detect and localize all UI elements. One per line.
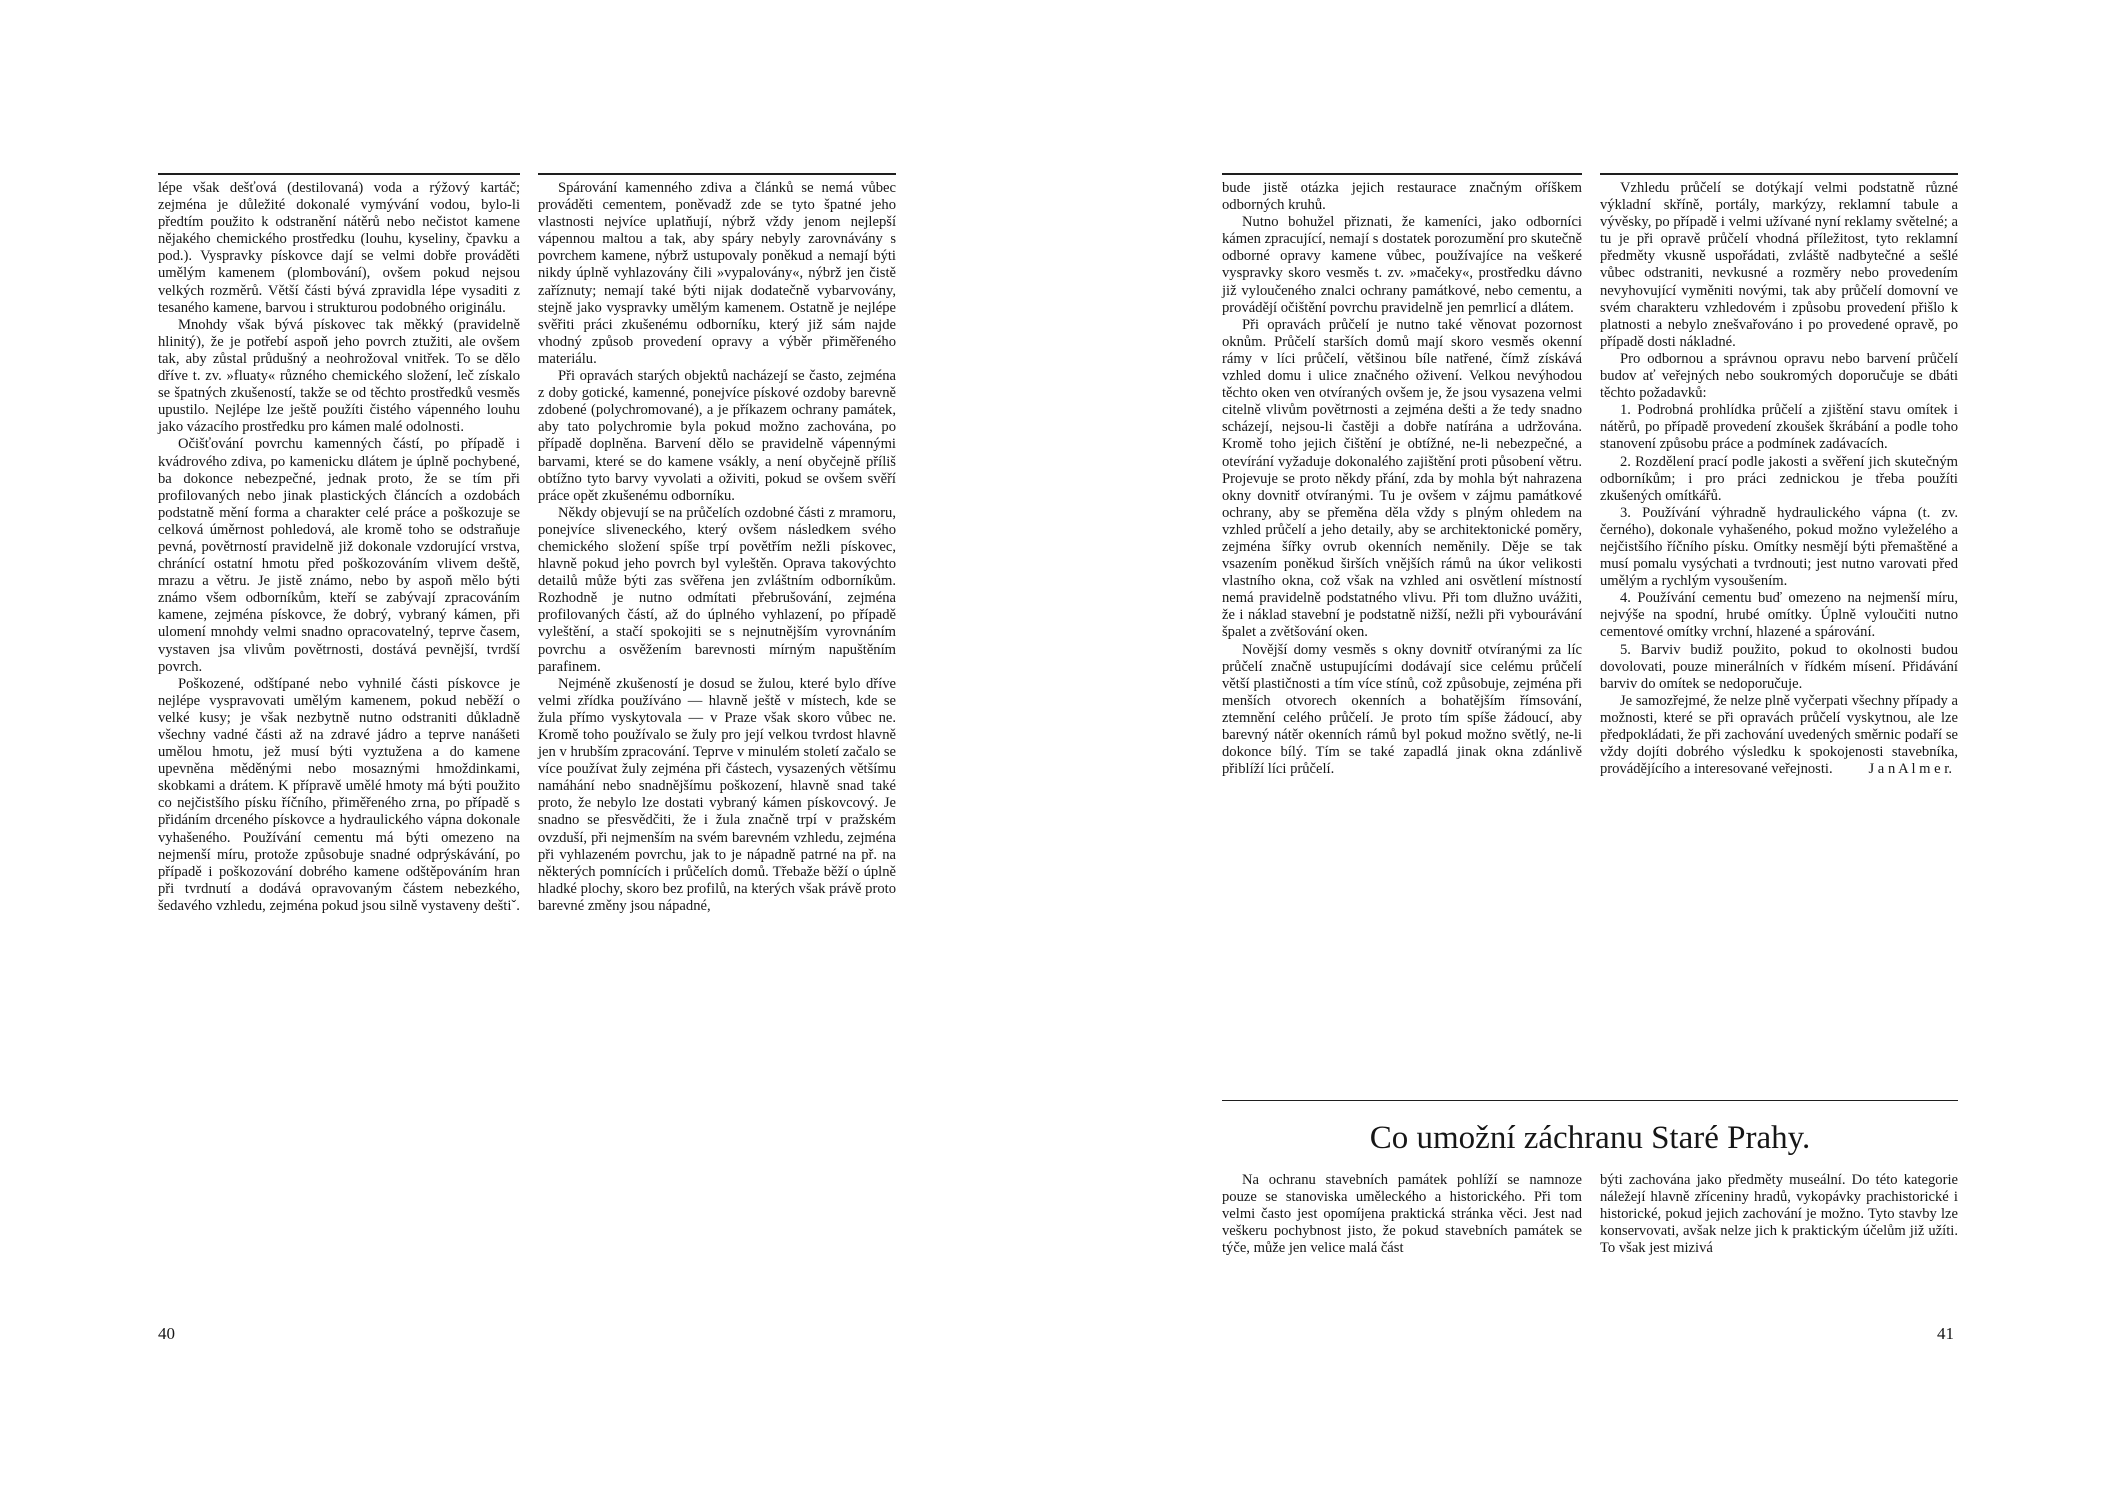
paragraph	[1600, 351, 1958, 402]
article-column-1	[1222, 1172, 1582, 1257]
paragraph-text: Při opravách starých objektů nacházejí se často, zejména z doby gotické, kamenné, ponejvíce pískové ozdoby barevně zdobené (polychromované), a je příkazem ochrany památek, aby tato polychromie byla pokud možno zachována, po případě doplněna. Barvení dělo se pravidelně vápennými barvami, které se do kamene vsákly, a není obyčejně příliš obtížno tyto barvy vyvolati a oživiti, pokud se ovšem svěří práce opět zkušenému odborníku.	[538, 368, 896, 504]
paragraph-text: 3. Používání výhradně hydraulického vápna (t. zv. černého), dokonale vyhašeného, pokud možno vyleželého a nejčistšího říčního písku. Omítky nesmějí býti přemaštěné a musí pomalu vysýchati a tvrdnouti; jest nutno varovati před umělým a rychlým vysoušením.	[1600, 504, 1958, 590]
top-rule-left-col2	[538, 173, 896, 175]
paragraph-text: Pro odbornou a správnou opravu nebo barvení průčelí budov ať veřejných nebo soukromých doporučuje se dbáti těchto požadavků:	[1600, 350, 1958, 402]
paragraph-text: Nejméně zkušeností je dosud se žulou, které bylo dříve velmi zřídka používáno — hlavně ještě v místech, kde se žula přímo vyskytovala — v Praze však skoro vůbec ne. Kromě toho používalo se žuly pro její velkou tvrdost hlavně jen v hrubším zpracování. Teprve v minulém století začalo se více používat žuly zejména při částech, vysazených většímu namáhání nebo snadnějšímu poškození, hlavně snad také proto, že nebylo lze dostati vybraný kámen pískovcový. Je snadno se přesvědčiti, že i žula značně trpí v pražském ovzduší, při nejmenším na svém barevném vzhledu, zejména při vyhlazeném povrchu, jak to je nápadně patrné na př. na některých pomnících i průčelích domů. Třebaže běží o úplně hladké plochy, skoro bez profilů, na kterých však právě proto barevné změny jsou nápadné,	[538, 675, 896, 914]
paragraph	[158, 676, 520, 915]
paragraph	[538, 180, 896, 368]
top-rule-left-col1	[158, 173, 520, 175]
paragraph	[158, 436, 520, 675]
paragraph-text: 5. Barviv budiž použito, pokud to okolnosti budou dovolovati, pouze minerálních v řídkém mísení. Přidávání barviv do omítek se nedoporučuje.	[1600, 641, 1958, 692]
page-number-left: 40	[158, 1324, 175, 1343]
paragraph-text: bude jistě otázka jejich restaurace značným oříškem odborných kruhů.	[1222, 180, 1582, 214]
paragraph	[158, 317, 520, 437]
paragraph-text: Nutno bohužel přiznati, že kameníci, jako odborníci kámen zpracující, nemají s dostatek porozumění pro skutečně odborné opravy kamene vůbec, používajíce na veškeré vyspravky skoro vesměs t. zv. »mačeky«, prostředku dávno již vyloučeného znalci ochrany památkové, nebo cementu, a provádějí očištění povrchu pravidelně jen pemrlicí a dlátem.	[1222, 214, 1582, 316]
paragraph	[158, 180, 520, 317]
left-page-column-1	[158, 180, 520, 915]
paragraph-text: lépe však dešťová (destilovaná) voda a rýžový kartáč; zejména je důležité dokonalé vymývání vodou, bylo-li předtím použito k odstranění nátěrů nebo nečistot kamene nějakého chemického prostředku (louhu, kyseliny, čpavku a pod.). Vyspravky pískovce dají se velmi dobře prováděti umělým kamenem (plombování), ovšem pokud nejsou velkých rozměrů. Větší části bývá zpravidla lépe vysaditi z tesaného kamene, barvou i strukturou podobného originálu.	[158, 180, 520, 316]
paragraph-text: 2. Rozdělení prací podle jakosti a svěření jich skutečným odborníkům; i pro práci zednickou je třeba použíti zkušených omítkářů.	[1600, 453, 1958, 504]
paragraph	[1600, 180, 1958, 351]
paragraph	[1600, 693, 1958, 778]
paragraph-text: Novější domy vesměs s okny dovnitř otvíranými za líc průčelí značně ustupujícími dodávají sice celému průčelí větší plastičnosti a tím více stínů, což způsobuje, zejména při menších otvorech okenních a bohatějším římsování, ztemnění celého průčelí. Je proto tím spíše žádoucí, aby barevný nátěr okenních rámů byl pokud možno světlý, ne-li dokonce bílý. Tím se také zapadlá jinak okna zdánlivě přiblíží líci průčelí.	[1222, 641, 1582, 778]
paragraph	[1222, 214, 1582, 317]
right-page-column-1	[1222, 180, 1582, 778]
paragraph-text: Při opravách průčelí je nutno také věnovat pozornost oknům. Průčelí starších domů mají skoro vesměs okenní rámy v líci průčelí, většinou bíle natřené, čímž získává vzhled domu i ulice značného oživení. Velkou nevýhodou těchto oken ven otvíraných ovšem je, že jsou vysazena velmi citelně vlivům povětrnosti a zejména dešti a že tedy snadno scházejí, nejsou-li častěji a dobře natírána a udržována. Kromě toho jejich čištění je obtížné, ne-li nebezpečné, a otevírání vyžaduje dokonalého zajištění proti působení větru. Projevuje se proto někdy přání, zda by mohla být nahrazena okny dovnitř otvíranými. Tu je ovšem v zájmu památkové ochrany, aby se přeměna děla vždy s plným ohledem na vzhled průčelí a jeho detaily, aby se architektonické poměry, zejména šířky ovrub okenních neměnily. Děje se tak vsazením poněkud širších vnějších rámů na úkor velikosti vlastního okna, což však na vzhled ani osvětlení místností nemá pravidelně podstatného vlivu. Při tom dlužno uvážiti, že i náklad stavební je podstatně nižší, nežli při vybourávání špalet a zvětšování oken.	[1222, 316, 1582, 641]
section-rule	[1222, 1100, 1958, 1101]
list-item	[1600, 454, 1958, 505]
list-item	[1600, 402, 1958, 453]
article-column-2	[1600, 1172, 1958, 1257]
paragraph-text: 1. Podrobná prohlídka průčelí a zjištění stavu omítek i nátěrů, po případě provedení zkoušek škrábání a podle toho stanovení způsobu práce a podmínek zadávacích.	[1600, 402, 1958, 453]
right-page	[1057, 0, 2114, 1500]
right-page-column-2	[1600, 180, 1958, 778]
list-item	[1600, 642, 1958, 693]
article-paragraph: Na ochranu stavebních památek pohlíží se namnoze pouze se stanoviska uměleckého a historického. Při tom velmi často jest opomíjena praktická stránka věci. Jest nad veškeru pochybnost jisto, že pokud stavebních památek se týče, může jen velice malá část	[1222, 1172, 1582, 1257]
paragraph-text: Někdy objevují se na průčelích ozdobné části z mramoru, ponejvíce sliveneckého, který ovšem následkem svého chemického složení spíše trpí povětřím nežli pískovec, hlavně pokud jeho povrch byl vyleštěn. Oprava takovýchto detailů může býti zas svěřena jen zvláštním odborníkům. Rozhodně je nutno odmítati přebrušování, zejména profilovaných částí, až do úplného vyhlazení, po případě vyleštění, a stačí spokojiti se s nejnutnějším vyrovnáním povrchu a osvěžením barevnosti mírným napuštěním parafinem.	[538, 504, 896, 675]
list-item	[1600, 505, 1958, 590]
list-item	[1600, 590, 1958, 641]
paragraph	[1222, 180, 1582, 214]
article-heading: Co umožní záchranu Staré Prahy.	[1369, 1120, 1811, 1156]
paragraph	[538, 368, 896, 505]
paragraph	[1222, 642, 1582, 779]
author-signature: J a n A l m e r.	[1868, 761, 1952, 778]
paragraph	[538, 676, 896, 915]
paragraph	[1222, 317, 1582, 642]
paragraph-text: Poškozené, odštípané nebo vyhnilé části pískovce je nejlépe vyspravovati umělým kamenem, pokud neběží o velké kusy; je však nezbytně nutno odstraniti důkladně všechny vadné části až na zdravé jádro a teprve nanášeti umělou hmotu, jež musí býti vyztužena a do kamene upevněna měděnými nebo mosaznými hmoždinkami, skobkami a drátem. K přípravě umělé hmoty má býti použito co nejčistšího písku říčního, přiměřeného zrna, po případě s přidáním drceného pískovce a hydraulického vápna dokonale vyhašeného. Používání cementu má býti omezeno na nejmenší míru, protože způsobuje snadné odprýskávání, po případě i poškozování dobrého kamene odštěpováním hran při tvrdnutí a dodává opravovaným částem nebezkého, šedavého vzhledu, zejména pokud jsou silně vystaveny deštiˇ.	[158, 675, 520, 914]
top-rule-right-col2	[1600, 173, 1958, 175]
paragraph-text: Spárování kamenného zdiva a článků se nemá vůbec prováděti cementem, poněvadž zde se tyto špatné jeho vlastnosti nejvíce uplatňují, nýbrž vždy jenom nejlepší vápennou maltou a tak, aby spáry nebyly zarovnávány s povrchem kamene, nýbrž ustupovaly poněkud a nemají býti nikdy úplně vyhlazovány čili »vypalovány«, nýbrž jen čistě zaříznuty; nemají také býti nijak dodatečně vybarvovány, stejně jako vyspravky umělým kamenem. Ostatně je nejlépe svěřiti práci zkušenému odborníku, který již sám najde vhodný způsob provedení opravy a výběr přiměřeného materiálu.	[538, 180, 896, 367]
paragraph-text: Vzhledu průčelí se dotýkají velmi podstatně různé výkladní skříně, portály, markýzy, reklamní tabule a vývěsky, po případě i velmi užívané nyní reklamy světelné; a tu je při opravě průčelí vhodná příležitost, tyto reklamní předměty vkusně uspořádati, zvláště nadbytečné a sešlé vůbec odstraniti, nevkusné a rozměry nebo provedením nevyhovující vyměniti novými, tak aby průčelí domovní ve svém charakteru vzhledovém i způsobu provedení přišlo k platnosti a nebylo znešvařováno i po provedené opravě, po případě dosti nákladné.	[1600, 180, 1958, 350]
left-page-column-2	[538, 180, 896, 915]
page-number-right: 41	[1937, 1324, 1954, 1343]
article-paragraph: býti zachována jako předměty museální. Do této kategorie náležejí hlavně zříceniny hradů, vykopávky prachistorické i historické, pokud jejich zachování je možno. Tyto stavby lze konservovati, avšak nelze jich k praktickým účelům již užíti. To však jest mizivá	[1600, 1172, 1958, 1257]
paragraph	[538, 505, 896, 676]
paragraph-text: 4. Používání cementu buď omezeno na nejmenší míru, nejvýše na spodní, hrubé omítky. Úplně vyloučiti nutno cementové omítky vrchní, hlazené a spárování.	[1600, 590, 1958, 641]
top-rule-right-col1	[1222, 173, 1582, 175]
paragraph-text: Mnohdy však bývá pískovec tak měkký (pravidelně hlinitý), že je potřebí aspoň jeho povrch ztužiti, ale ovšem tak, aby zůstal průdušný a neohrožoval vnitřek. To se dělo dříve t. zv. »fluaty« různého chemického složení, leč získalo se špatných zkušeností, takže se od těchto prostředků vesměs upustilo. Nejlépe lze ještě použíti čistého vápenného louhu jako vázacího prostředku pro kámen malé odolnosti.	[158, 316, 520, 436]
paragraph-text: Je samozřejmé, že nelze plně vyčerpati všechny případy a možnosti, které se při opravách průčelí vyskytnou, ale lze předpokládati, že při zachování uvedených směrnic podaří se vždy dojíti dobrého výsledku k spokojenosti stavebníka, provádějícího a interesované veřejnosti.	[1600, 692, 1958, 778]
paragraph-text: Očišťování povrchu kamenných částí, po případě i kvádrového zdiva, po kamenicku dlátem je úplně pochybené, ba dokonce nebezpečné, jednak proto, že se tím při profilovaných nebo jinak plastických článcích a ozdobách podstatně mění forma a charakter celé práce a poškozuje se celková úměrnost pohledová, ale kromě toho se odstraňuje pevná, povětrností pravidelně již dokonale vzdorující vrstva, chránící ostatní hmotu před poškozováním vlivem deště, mrazu a větru. Je jistě známo, nebo by aspoň mělo býti známo všem odborníkům, kteří se zabývají zpracováním kamene, zejména pískovce, že dobrý, vybraný kámen, při ulomení mnohdy velmi snadno opracovatelný, teprve časem, vystaven jsa vlivům povětrnosti, dostává pevnější, tvrdší povrch.	[158, 436, 520, 675]
